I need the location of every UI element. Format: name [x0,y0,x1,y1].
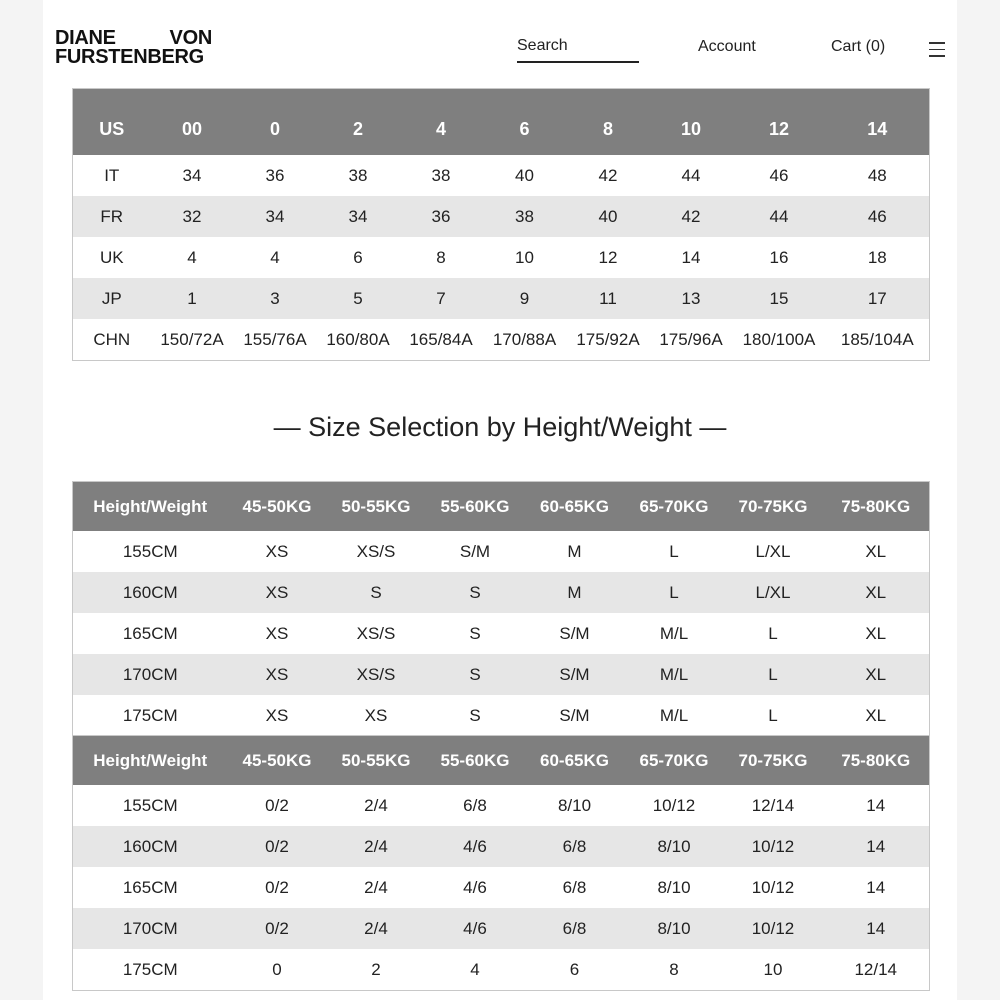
table-cell: 4 [187,247,197,267]
table-cell: XS [265,541,289,561]
table-cell: 14 [823,826,930,867]
table-cell: XS [364,705,388,725]
table-cell: L/XL [724,572,823,613]
table-cell: XL [865,705,887,725]
table-cell: 46 [769,165,789,185]
table-cell: 6/8 [525,908,625,949]
table-cell: 6 [353,247,363,267]
column-header: 6 [483,103,567,155]
column-header: 65-70KG [625,482,724,532]
table-cell: S/M [559,705,590,725]
column-header: 14 [826,103,930,155]
table-cell: 175/96A [659,329,723,349]
row-label-cell: IT [104,165,120,185]
column-header: 4 [400,103,483,155]
logo-word-furstenberg: FURSTENBERG [55,46,204,68]
table-cell: 4/6 [463,877,487,897]
number-size-table [72,735,930,991]
table-row [73,237,930,278]
column-header: 55-60KG [426,736,525,786]
column-header: 00 [151,103,234,155]
table-cell: XS [228,654,327,695]
table-cell: XL [865,541,887,561]
table-cell: 10 [515,247,534,267]
table-row [73,572,930,613]
size-conversion-table [72,88,930,361]
table-cell: S/M [559,623,590,643]
table-cell: 180/100A [742,329,816,349]
table-cell: XS [265,623,289,643]
table-cell: 1 [151,278,234,319]
table-cell: 170/88A [492,329,557,349]
table-header-row [73,736,930,786]
table-cell: 14 [866,795,886,815]
table-cell: 4/6 [426,908,525,949]
table-cell: 14 [866,877,886,897]
column-header: 70-75KG [724,736,823,786]
row-label-cell: FR [73,196,151,237]
table-cell: 32 [151,196,234,237]
table-cell: L [768,623,778,643]
table-cell: 160/80A [326,329,390,349]
table-cell: 38 [348,165,368,185]
table-cell: 4 [270,247,280,267]
table-cell: 18 [867,247,887,267]
table-cell: L/XL [755,541,791,561]
table-cell: 9 [483,278,567,319]
table-cell: 7 [400,278,483,319]
table-cell: 14 [823,908,930,949]
table-cell: 8/10 [625,826,724,867]
table-cell: 8/10 [657,877,691,897]
column-header: 55-60KG [426,482,525,532]
table-cell: S [426,654,525,695]
table-cell: 42 [598,165,618,185]
column-header: 50-55KG [327,482,426,532]
column-header: 0 [234,103,317,155]
row-label-cell: 170CM [73,908,228,949]
column-header: 10 [650,103,733,155]
table-cell: 2/4 [364,795,388,815]
table-cell: XL [823,654,930,695]
table-row [73,908,930,949]
table-cell: M/L [625,654,724,695]
table-cell: 40 [515,165,534,185]
logo-word-diane: DIANE [55,27,116,49]
row-label-cell: 175CM [122,705,178,725]
column-header: Height/Weight [73,736,228,786]
column-header: 75-80KG [823,482,930,532]
table-cell: 0/2 [228,908,327,949]
row-label-cell: 170CM [73,654,228,695]
table-cell: 10/12 [652,795,696,815]
letter-size-table [72,481,930,737]
table-cell: 2/4 [327,826,426,867]
table-cell: 34 [182,165,202,185]
table-cell: 2 [371,959,381,979]
table-cell: 2/4 [364,877,388,897]
table-cell: 10/12 [724,826,823,867]
table-cell: 10/12 [724,908,823,949]
table-cell: 8/10 [625,908,724,949]
table-cell: 2/4 [327,908,426,949]
table-cell: M [525,572,625,613]
table-cell: 10/12 [751,877,795,897]
table-cell: S/M [525,654,625,695]
table-cell: 6/8 [525,826,625,867]
table-cell: XS/S [327,654,426,695]
table-cell: M/L [659,705,689,725]
row-label-cell: 155CM [122,541,178,561]
column-header: 45-50KG [228,736,327,786]
hamburger-menu-icon[interactable] [929,42,945,58]
table-cell: L [669,541,679,561]
table-cell: 8 [669,959,679,979]
row-label-cell: 160CM [73,826,228,867]
table-row [73,785,930,826]
column-header: 50-55KG [327,736,426,786]
table-cell: 0 [272,959,282,979]
table-row [73,654,930,695]
table-cell: 0/2 [265,877,289,897]
column-header: 8 [567,103,650,155]
table-cell: XS/S [356,623,396,643]
table-cell: 155/76A [243,329,307,349]
table-cell: 13 [650,278,733,319]
table-cell: S [426,572,525,613]
cart-link[interactable]: Cart (0) [831,38,886,55]
table-row [73,155,930,196]
row-label-cell: UK [99,247,124,267]
column-header: 60-65KG [525,736,625,786]
table-cell: 38 [483,196,567,237]
table-cell: L [625,572,724,613]
table-row [73,531,930,572]
table-cell: S [327,572,426,613]
table-row [73,278,930,319]
table-cell: 165/84A [409,329,473,349]
table-cell: 150/72A [160,329,224,349]
table-cell: 11 [567,278,650,319]
column-header: US [73,103,151,155]
table-cell: XS [265,705,289,725]
logo-word-von: VON [169,27,212,49]
table-cell: XL [865,623,887,643]
brand-logo[interactable] [55,29,215,67]
column-header: Height/Weight [73,482,228,532]
table-row [73,695,930,737]
row-label-cell: 160CM [73,572,228,613]
table-row [73,949,930,991]
table-row [73,613,930,654]
table-cell: M [567,541,582,561]
column-header: 65-70KG [625,736,724,786]
table-cell: XL [823,572,930,613]
table-cell: 15 [733,278,826,319]
table-cell: 44 [681,165,701,185]
table-cell: 17 [826,278,930,319]
table-top-strip [73,89,930,104]
table-cell: 36 [400,196,483,237]
column-header: 12 [733,103,826,155]
table-cell: 44 [733,196,826,237]
table-cell: XS/S [356,541,396,561]
table-cell: L [768,705,778,725]
table-cell: 6 [569,959,580,979]
table-cell: 36 [265,165,285,185]
table-cell: 6/8 [562,877,587,897]
row-label-cell: 165CM [122,877,178,897]
table-cell: 46 [826,196,930,237]
account-link[interactable]: Account [698,38,756,55]
table-cell: 0/2 [265,795,289,815]
table-cell: S [469,705,481,725]
table-cell: 34 [234,196,317,237]
table-cell: 12/14 [854,959,898,979]
table-cell: 48 [867,165,887,185]
table-cell: M/L [659,623,689,643]
row-label-cell: 165CM [122,623,178,643]
table-cell: 6/8 [463,795,487,815]
table-cell: S [469,623,481,643]
table-cell: 42 [650,196,733,237]
table-cell: 4/6 [426,826,525,867]
table-cell: 3 [234,278,317,319]
table-row [73,826,930,867]
search-input[interactable]: Search [517,37,639,63]
table-cell: 175/92A [576,329,640,349]
table-cell: 16 [769,247,789,267]
row-label-cell: CHN [93,329,131,349]
column-header: 70-75KG [724,482,823,532]
table-cell: 4 [470,959,480,979]
row-label-cell: 155CM [122,795,178,815]
row-label-cell: 175CM [122,959,178,979]
section-heading: — Size Selection by Height/Weight — [273,412,727,442]
table-row [73,196,930,237]
table-header-row [73,103,930,155]
column-header: 2 [317,103,400,155]
table-cell: 0/2 [228,826,327,867]
table-row [73,867,930,908]
table-cell: 8 [436,247,446,267]
table-cell: 34 [317,196,400,237]
table-cell: XS [228,572,327,613]
table-cell: 185/104A [840,329,914,349]
table-cell: 10 [763,959,783,979]
table-cell: L [724,654,823,695]
column-header: 60-65KG [525,482,625,532]
table-cell: 38 [431,165,451,185]
table-cell: S/M [459,541,491,561]
column-header: 75-80KG [823,736,930,786]
table-cell: 14 [681,247,701,267]
column-header: 45-50KG [228,482,327,532]
table-row [73,319,930,361]
table-cell: 8/10 [557,795,592,815]
table-header-row [73,482,930,532]
row-label-cell: JP [73,278,151,319]
table-cell: 12/14 [751,795,795,815]
table-cell: 12 [598,247,618,267]
table-cell: 40 [567,196,650,237]
table-cell: 5 [317,278,400,319]
